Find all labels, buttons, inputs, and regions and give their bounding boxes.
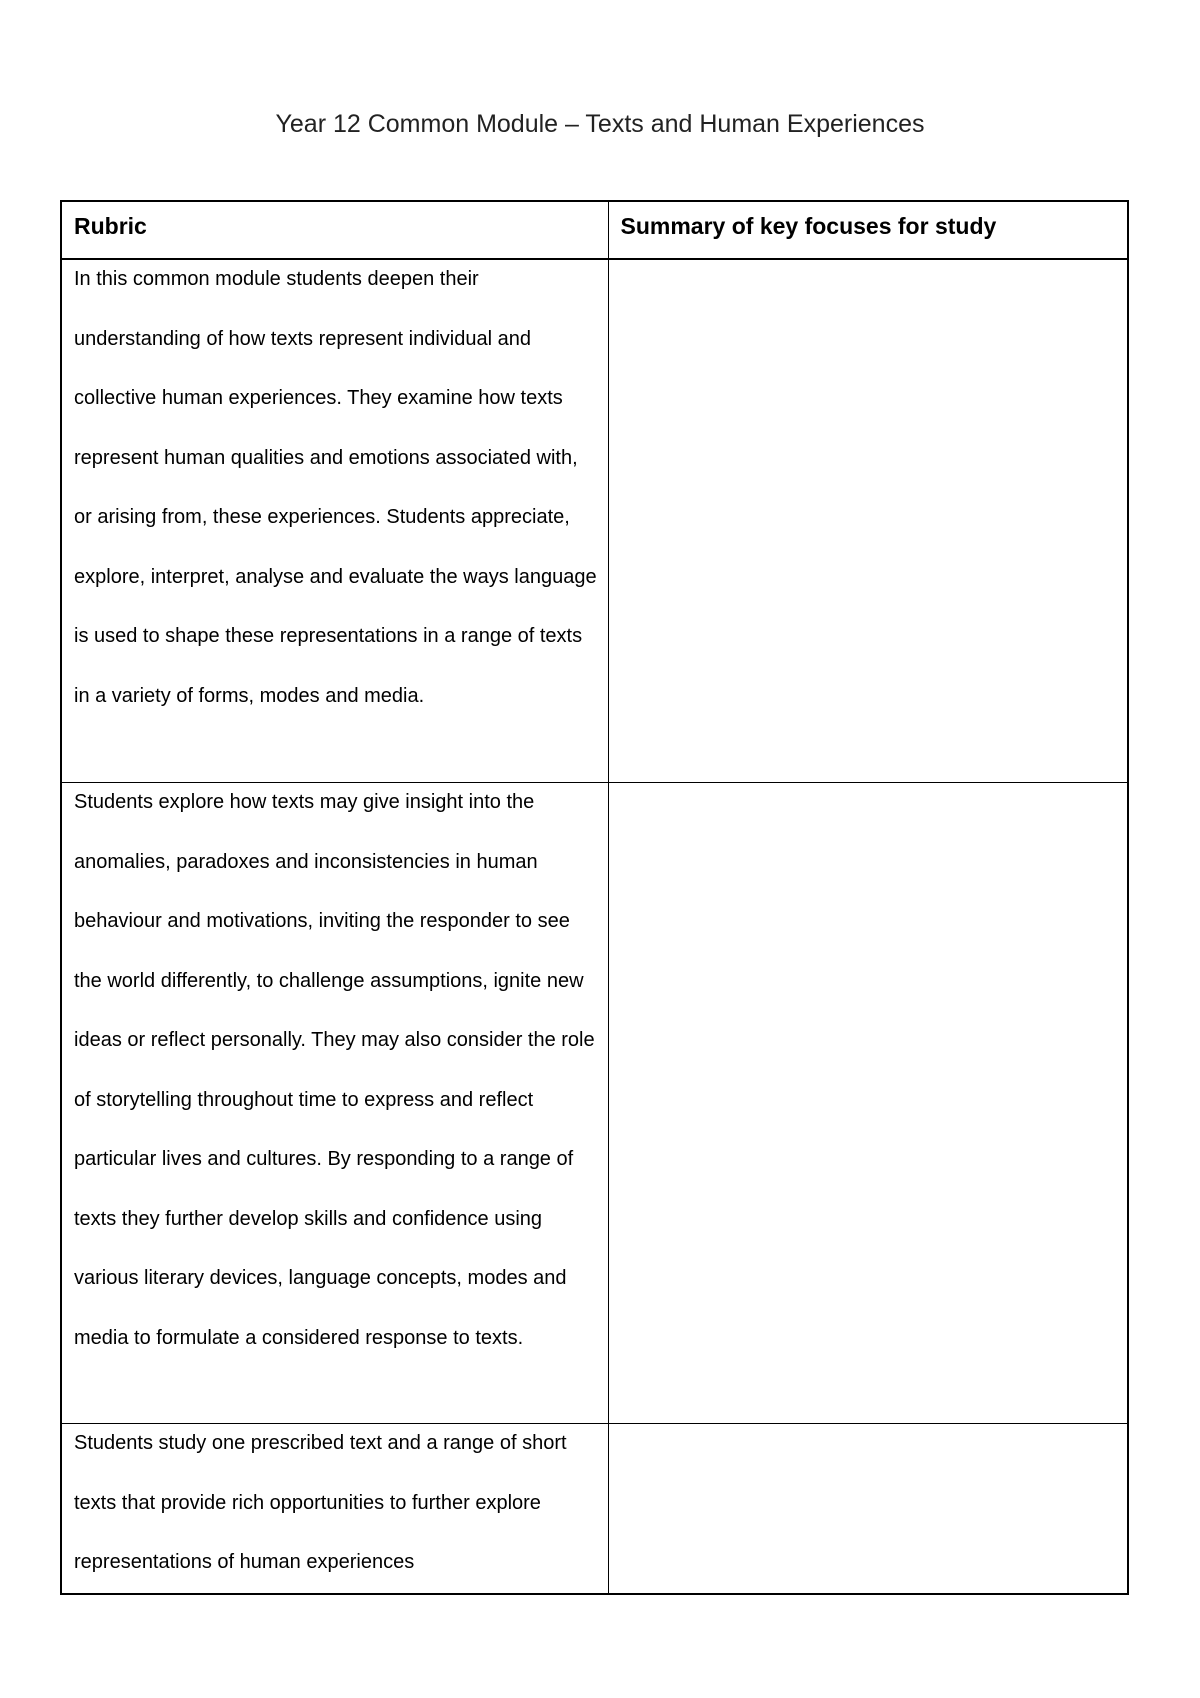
rubric-column-header: Rubric (61, 201, 608, 259)
rubric-cell (61, 259, 608, 783)
table-row (61, 259, 1128, 783)
summary-column-header: Summary of key focuses for study (608, 201, 1128, 259)
document-title: Year 12 Common Module – Texts and Human Experiences (275, 110, 925, 138)
table-row (61, 783, 1128, 1424)
table-row (61, 1424, 1128, 1594)
summary-cell[interactable] (608, 783, 1128, 1424)
rubric-text: Students study one prescribed text and a range of short texts that provide rich opportunities to further explore representations of human experiences (74, 1432, 567, 1573)
rubric-cell (61, 783, 608, 1424)
rubric-table (60, 200, 1129, 1595)
rubric-text: Students explore how texts may give insight into the anomalies, paradoxes and inconsistencies in human behaviour and motivations, inviting the responder to see the world differently, to challenge assumptions, ignite new ideas or reflect personally. They may also consider the role of storytelling throughout time to express and reflect particular lives and cultures. By responding to a range of texts they further develop skills and confidence using various literary devices, language concepts, modes and media to formulate a considered response to texts. (74, 791, 595, 1349)
rubric-text: In this common module students deepen their understanding of how texts represent individual and collective human experiences. They examine how texts represent human qualities and emotions associated with, or arising from, these experiences. Students appreciate, explore, interpret, analyse and evaluate the ways language is used to shape these representations in a range of texts in a variety of forms, modes and media. (74, 268, 597, 707)
summary-cell[interactable] (608, 1424, 1128, 1594)
summary-cell[interactable] (608, 259, 1128, 783)
rubric-cell (61, 1424, 608, 1594)
